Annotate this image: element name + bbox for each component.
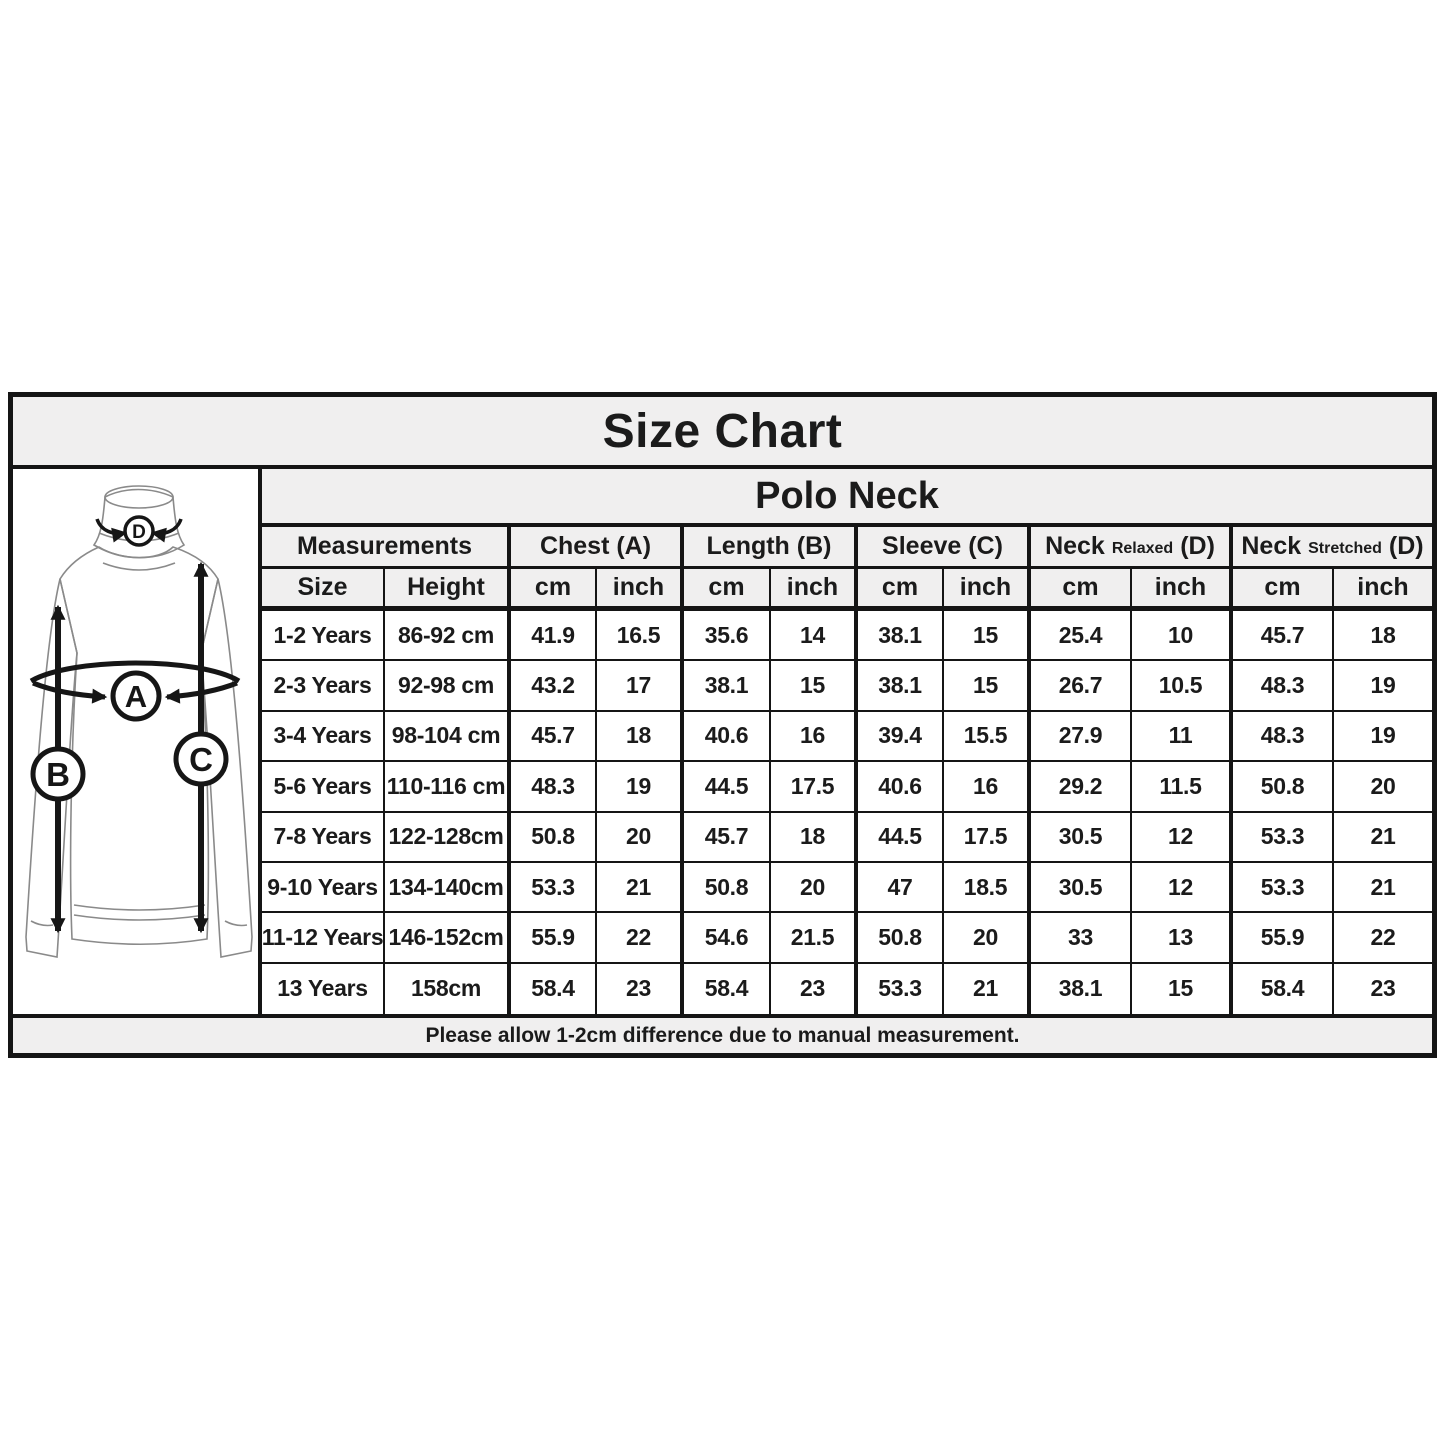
table-cell: 1-2 Years <box>262 611 385 661</box>
table-cell: 19 <box>1334 712 1432 762</box>
subheader-sleeve-inch: inch <box>944 569 1031 611</box>
table-cell: 48.3 <box>511 762 597 812</box>
table-cell: 9-10 Years <box>262 863 385 913</box>
measurement-note: Please allow 1-2cm difference due to manual measurement. <box>13 1014 1432 1053</box>
table-cell: 16 <box>771 712 858 762</box>
table-cell: 23 <box>597 964 684 1014</box>
product-type-header: Polo Neck <box>262 469 1432 527</box>
table-cell: 92-98 cm <box>385 661 511 711</box>
table-cell: 40.6 <box>684 712 771 762</box>
table-cell: 17.5 <box>771 762 858 812</box>
table-cell: 38.1 <box>684 661 771 711</box>
table-cell: 58.4 <box>511 964 597 1014</box>
table-cell: 122-128cm <box>385 813 511 863</box>
garment-sketch <box>13 469 258 1014</box>
size-table-area <box>258 469 1432 1014</box>
table-cell: 15.5 <box>944 712 1031 762</box>
marker-d-label: D <box>132 522 146 543</box>
table-cell: 53.3 <box>858 964 944 1014</box>
table-cell: 29.2 <box>1031 762 1132 812</box>
table-cell: 45.7 <box>511 712 597 762</box>
subheader-size: Size <box>262 569 385 611</box>
table-cell: 23 <box>771 964 858 1014</box>
marker-a-label: A <box>124 679 148 714</box>
subheader-length-inch: inch <box>771 569 858 611</box>
table-cell: 158cm <box>385 964 511 1014</box>
table-cell: 17.5 <box>944 813 1031 863</box>
table-cell: 14 <box>771 611 858 661</box>
subheader-neck-relaxed-inch: inch <box>1132 569 1233 611</box>
table-cell: 48.3 <box>1233 712 1334 762</box>
table-cell: 21 <box>597 863 684 913</box>
table-cell: 50.8 <box>684 863 771 913</box>
table-cell: 21 <box>1334 813 1432 863</box>
table-cell: 54.6 <box>684 913 771 963</box>
table-cell: 86-92 cm <box>385 611 511 661</box>
table-cell: 10.5 <box>1132 661 1233 711</box>
table-cell: 25.4 <box>1031 611 1132 661</box>
length-c-annotation <box>176 564 226 931</box>
table-cell: 15 <box>944 661 1031 711</box>
subheader-neck-stretched-inch: inch <box>1334 569 1432 611</box>
table-cell: 38.1 <box>858 611 944 661</box>
table-cell: 53.3 <box>1233 813 1334 863</box>
marker-b-label: B <box>46 756 70 793</box>
size-table <box>262 527 1432 1014</box>
table-cell: 55.9 <box>511 913 597 963</box>
table-cell: 45.7 <box>1233 611 1334 661</box>
table-cell: 50.8 <box>1233 762 1334 812</box>
table-cell: 22 <box>597 913 684 963</box>
table-cell: 38.1 <box>1031 964 1132 1014</box>
table-cell: 58.4 <box>1233 964 1334 1014</box>
table-cell: 41.9 <box>511 611 597 661</box>
marker-c-label: C <box>189 741 213 778</box>
table-cell: 26.7 <box>1031 661 1132 711</box>
table-cell: 16 <box>944 762 1031 812</box>
size-chart-panel <box>8 392 1437 1058</box>
table-cell: 50.8 <box>858 913 944 963</box>
table-cell: 44.5 <box>684 762 771 812</box>
table-cell: 5-6 Years <box>262 762 385 812</box>
subheader-height: Height <box>385 569 511 611</box>
table-cell: 53.3 <box>511 863 597 913</box>
table-cell: 19 <box>597 762 684 812</box>
table-cell: 12 <box>1132 813 1233 863</box>
table-cell: 146-152cm <box>385 913 511 963</box>
subheader-length-cm: cm <box>684 569 771 611</box>
col-group-neck-stretched: Neck Stretched (D) <box>1233 527 1432 569</box>
chart-body <box>13 469 1432 1014</box>
table-cell: 21.5 <box>771 913 858 963</box>
table-cell: 20 <box>771 863 858 913</box>
table-cell: 13 Years <box>262 964 385 1014</box>
page-title: Size Chart <box>13 397 1432 469</box>
col-group-sleeve: Sleeve (C) <box>858 527 1031 569</box>
chest-measure-annotation <box>31 663 239 719</box>
table-cell: 20 <box>944 913 1031 963</box>
table-cell: 19 <box>1334 661 1432 711</box>
table-cell: 20 <box>597 813 684 863</box>
table-cell: 22 <box>1334 913 1432 963</box>
table-cell: 21 <box>944 964 1031 1014</box>
col-group-length: Length (B) <box>684 527 858 569</box>
table-cell: 98-104 cm <box>385 712 511 762</box>
table-cell: 38.1 <box>858 661 944 711</box>
table-cell: 12 <box>1132 863 1233 913</box>
table-cell: 33 <box>1031 913 1132 963</box>
table-cell: 134-140cm <box>385 863 511 913</box>
table-cell: 18 <box>1334 611 1432 661</box>
table-cell: 16.5 <box>597 611 684 661</box>
table-cell: 11.5 <box>1132 762 1233 812</box>
table-cell: 20 <box>1334 762 1432 812</box>
table-cell: 50.8 <box>511 813 597 863</box>
subheader-chest-inch: inch <box>597 569 684 611</box>
table-cell: 3-4 Years <box>262 712 385 762</box>
table-cell: 18.5 <box>944 863 1031 913</box>
table-cell: 21 <box>1334 863 1432 913</box>
table-cell: 15 <box>1132 964 1233 1014</box>
table-cell: 18 <box>597 712 684 762</box>
neck-measure-annotation <box>97 517 181 545</box>
table-cell: 2-3 Years <box>262 661 385 711</box>
table-cell: 23 <box>1334 964 1432 1014</box>
table-cell: 45.7 <box>684 813 771 863</box>
table-cell: 58.4 <box>684 964 771 1014</box>
table-cell: 17 <box>597 661 684 711</box>
subheader-neck-relaxed-cm: cm <box>1031 569 1132 611</box>
table-cell: 7-8 Years <box>262 813 385 863</box>
table-cell: 11 <box>1132 712 1233 762</box>
table-cell: 18 <box>771 813 858 863</box>
table-cell: 27.9 <box>1031 712 1132 762</box>
table-cell: 15 <box>944 611 1031 661</box>
garment-illustration <box>13 469 258 1014</box>
subheader-sleeve-cm: cm <box>858 569 944 611</box>
col-group-chest: Chest (A) <box>511 527 684 569</box>
table-cell: 10 <box>1132 611 1233 661</box>
table-cell: 13 <box>1132 913 1233 963</box>
table-cell: 11-12 Years <box>262 913 385 963</box>
table-cell: 35.6 <box>684 611 771 661</box>
table-cell: 53.3 <box>1233 863 1334 913</box>
table-cell: 43.2 <box>511 661 597 711</box>
col-group-measurements: Measurements <box>262 527 511 569</box>
table-cell: 47 <box>858 863 944 913</box>
table-cell: 39.4 <box>858 712 944 762</box>
table-cell: 110-116 cm <box>385 762 511 812</box>
table-cell: 15 <box>771 661 858 711</box>
table-cell: 44.5 <box>858 813 944 863</box>
table-cell: 40.6 <box>858 762 944 812</box>
col-group-neck-relaxed: Neck Relaxed (D) <box>1031 527 1233 569</box>
length-b-annotation <box>33 607 83 931</box>
table-cell: 30.5 <box>1031 863 1132 913</box>
table-cell: 55.9 <box>1233 913 1334 963</box>
subheader-chest-cm: cm <box>511 569 597 611</box>
table-cell: 48.3 <box>1233 661 1334 711</box>
subheader-neck-stretched-cm: cm <box>1233 569 1334 611</box>
table-cell: 30.5 <box>1031 813 1132 863</box>
